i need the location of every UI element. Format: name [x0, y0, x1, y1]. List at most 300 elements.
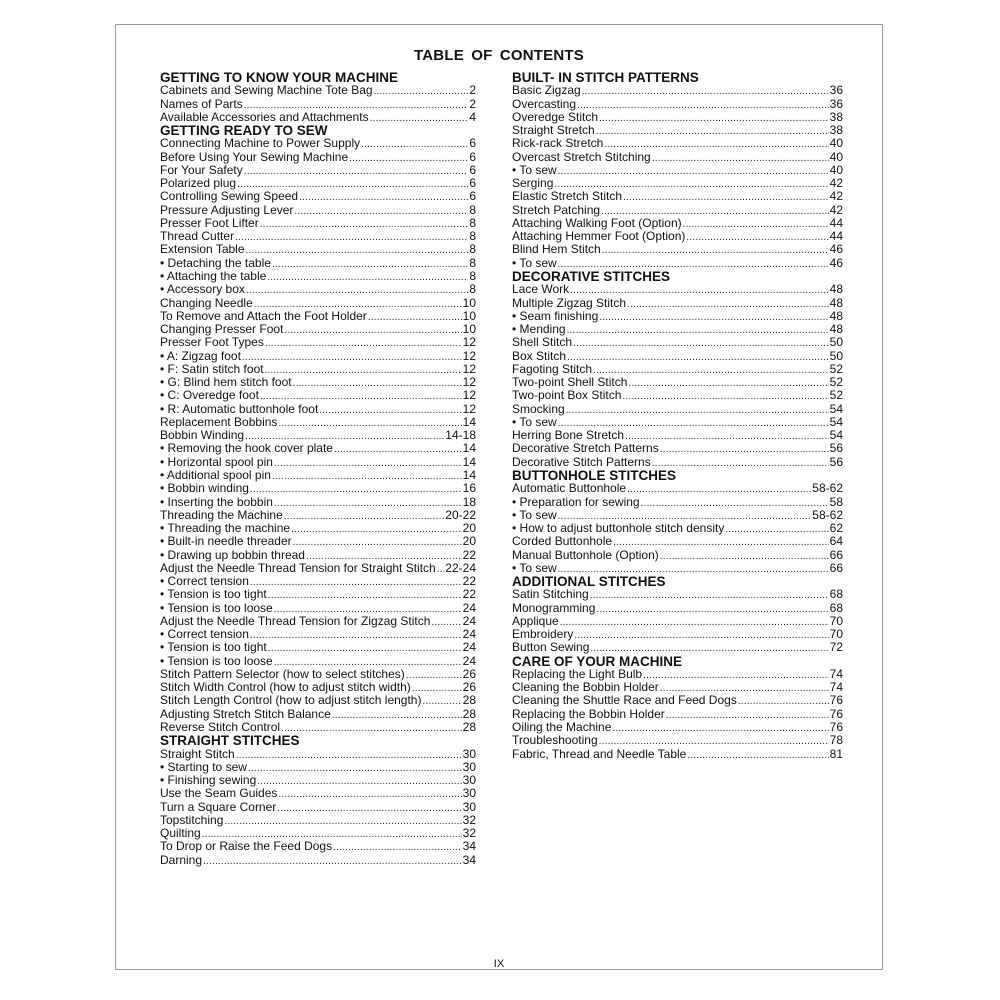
toc-entry-label: • Bobbin winding: [160, 482, 249, 496]
dot-leader: [374, 85, 469, 97]
toc-entry[interactable]: [512, 681, 843, 694]
toc-entry-page: 6: [469, 163, 476, 177]
dot-leader: [284, 324, 461, 336]
toc-entry-label: Replacing the Bobbin Holder: [512, 707, 665, 721]
toc-entry-page: 14: [462, 415, 476, 429]
toc-entry-page: 30: [462, 760, 476, 774]
toc-entry[interactable]: [512, 708, 843, 721]
dot-leader: [235, 231, 468, 243]
dot-leader: [641, 497, 829, 509]
toc-entry[interactable]: [160, 854, 476, 867]
toc-entry-label: Blind Hem Stitch: [512, 243, 601, 257]
toc-entry[interactable]: [160, 177, 476, 190]
toc-entry-label: Overcasting: [512, 97, 577, 111]
dot-leader: [274, 497, 462, 509]
toc-entry-page: 6: [469, 150, 476, 164]
toc-entry-label: • Accessory box: [160, 283, 245, 297]
toc-entry-page: 32: [462, 813, 476, 827]
toc-entry-page: 2: [469, 97, 476, 111]
dot-leader: [622, 390, 828, 402]
toc-entry-label: Manual Buttonhole (Option): [512, 548, 659, 562]
toc-entry-label: • Threading the machine: [160, 522, 291, 536]
toc-entry[interactable]: [160, 535, 476, 548]
toc-entry[interactable]: [160, 628, 476, 641]
toc-entry-label: Changing Needle: [160, 296, 253, 310]
toc-entry-page: 68: [829, 588, 843, 602]
toc-entry-page: 58-62: [812, 482, 843, 496]
dot-leader: [570, 284, 829, 296]
toc-entry[interactable]: [512, 403, 843, 416]
toc-entry[interactable]: [160, 748, 476, 761]
toc-entry-page: 6: [469, 177, 476, 191]
toc-entry-label: Smocking: [512, 402, 565, 416]
toc-entry[interactable]: [160, 496, 476, 509]
toc-entry-label: Elastic Stretch Stitch: [512, 190, 623, 204]
toc-entry[interactable]: [160, 270, 476, 283]
toc-entry-label: Troubleshooting: [512, 734, 598, 748]
toc-entry-page: 42: [829, 177, 843, 191]
toc-entry-page: 24: [462, 654, 476, 668]
toc-entry-page: 8: [469, 203, 476, 217]
dot-leader: [602, 244, 829, 256]
toc-entry[interactable]: [160, 243, 476, 256]
toc-entry-page: 14: [462, 468, 476, 482]
toc-entry[interactable]: [512, 98, 843, 111]
toc-entry[interactable]: [160, 840, 476, 853]
dot-leader: [738, 695, 829, 707]
toc-entry[interactable]: [512, 376, 843, 389]
toc-entry[interactable]: [512, 535, 843, 548]
toc-entry-label: Extension Table: [160, 243, 245, 257]
toc-entry-label: Turn a Square Corner: [160, 800, 277, 814]
toc-entry-page: 22: [462, 588, 476, 602]
toc-entry[interactable]: [512, 204, 843, 217]
toc-entry[interactable]: [160, 389, 476, 402]
dot-leader: [687, 749, 828, 761]
toc-entry-page: 12: [462, 402, 476, 416]
dot-leader: [265, 364, 462, 376]
dot-leader: [612, 722, 828, 734]
dot-leader: [686, 231, 828, 243]
toc-entry-label: Replacement Bobbins: [160, 415, 278, 429]
toc-entry[interactable]: [160, 376, 476, 389]
toc-entry-page: 52: [829, 362, 843, 376]
toc-entry[interactable]: [160, 363, 476, 376]
toc-entry[interactable]: [512, 336, 843, 349]
toc-entry[interactable]: [160, 310, 476, 323]
dot-leader: [599, 112, 829, 124]
toc-entry-page: 58-62: [812, 508, 843, 522]
dot-leader: [361, 138, 468, 150]
toc-entry-label: • Tension is too tight: [160, 641, 267, 655]
toc-entry[interactable]: [160, 442, 476, 455]
toc-entry[interactable]: [160, 482, 476, 495]
toc-entry[interactable]: [160, 323, 476, 336]
dot-leader: [274, 603, 462, 615]
section-heading: DECORATIVE STITCHES: [512, 268, 671, 284]
toc-entry[interactable]: [160, 562, 476, 575]
toc-entry-label: • Removing the hook cover plate: [160, 442, 333, 456]
toc-entry-label: Button Sewing: [512, 641, 590, 655]
dot-leader: [660, 443, 829, 455]
toc-entry-page: 32: [462, 827, 476, 841]
dot-leader: [202, 828, 462, 840]
toc-entry-label: Presser Foot Lifter: [160, 216, 259, 230]
dot-leader: [284, 510, 445, 522]
toc-entry-page: 54: [829, 429, 843, 443]
toc-entry[interactable]: [160, 217, 476, 230]
toc-entry[interactable]: [160, 350, 476, 363]
toc-entry[interactable]: [160, 230, 476, 243]
toc-entry[interactable]: [160, 403, 476, 416]
toc-entry[interactable]: [512, 190, 843, 203]
toc-entry[interactable]: [160, 509, 476, 522]
toc-entry-label: • Inserting the bobbin: [160, 495, 273, 509]
toc-entry[interactable]: [512, 509, 843, 522]
toc-entry-page: 36: [829, 97, 843, 111]
toc-entry[interactable]: [512, 615, 843, 628]
toc-entry[interactable]: [160, 257, 476, 270]
toc-entry-page: 40: [829, 150, 843, 164]
toc-entry-label: Cleaning the Bobbin Holder: [512, 681, 659, 695]
toc-entry-label: Straight Stitch: [160, 747, 235, 761]
toc-entry[interactable]: [160, 456, 476, 469]
toc-entry[interactable]: [512, 243, 843, 256]
dot-leader: [254, 298, 462, 310]
toc-entry-page: 8: [469, 230, 476, 244]
toc-entry[interactable]: [160, 336, 476, 349]
dot-leader: [236, 749, 462, 761]
toc-entry[interactable]: [512, 350, 843, 363]
toc-entry[interactable]: [512, 668, 843, 681]
toc-entry-label: • To sew: [512, 163, 557, 177]
toc-entry-label: Reverse Stitch Control: [160, 721, 281, 735]
toc-entry-label: Threading the Machine: [160, 508, 283, 522]
toc-entry[interactable]: [160, 761, 476, 774]
toc-entry-page: 30: [462, 800, 476, 814]
toc-entry-label: Changing Presser Foot: [160, 323, 284, 337]
toc-entry[interactable]: [160, 137, 476, 150]
toc-entry[interactable]: [160, 615, 476, 628]
dot-leader: [245, 430, 444, 442]
toc-entry-label: • To sew: [512, 256, 557, 270]
toc-entry[interactable]: [512, 456, 843, 469]
toc-entry-label: • Additional spool pin: [160, 468, 271, 482]
dot-leader: [406, 669, 462, 681]
dot-leader: [431, 616, 461, 628]
toc-entry-page: 14: [462, 442, 476, 456]
toc-entry[interactable]: [512, 151, 843, 164]
toc-entry-label: Presser Foot Types: [160, 336, 264, 350]
toc-entry-page: 22: [462, 575, 476, 589]
toc-entry[interactable]: [160, 787, 476, 800]
dot-leader: [567, 324, 829, 336]
toc-entry[interactable]: [512, 549, 843, 562]
dot-leader: [574, 629, 828, 641]
dot-leader: [596, 125, 829, 137]
toc-entry-page: 2: [469, 84, 476, 98]
toc-entry-label: Darning: [160, 853, 203, 867]
toc-entry-label: Stitch Length Control (how to adjust stitch length): [160, 694, 422, 708]
toc-entry-page: 66: [829, 561, 843, 575]
toc-entry-label: For Your Safety: [160, 163, 243, 177]
toc-entry-label: • Starting to sew: [160, 760, 247, 774]
dot-leader: [599, 735, 829, 747]
dot-leader: [294, 205, 468, 217]
toc-entry-label: Polarized plug: [160, 177, 237, 191]
toc-entry[interactable]: [160, 549, 476, 562]
dot-leader: [604, 138, 828, 150]
toc-entry[interactable]: [512, 562, 843, 575]
toc-entry[interactable]: [160, 84, 476, 97]
toc-entry-page: 14-18: [445, 429, 476, 443]
toc-entry-page: 44: [829, 216, 843, 230]
toc-entry[interactable]: [512, 257, 843, 270]
dot-leader: [246, 244, 469, 256]
toc-entry-label: • To sew: [512, 415, 557, 429]
toc-entry[interactable]: [160, 827, 476, 840]
dot-leader: [250, 483, 462, 495]
toc-entry[interactable]: [160, 602, 476, 615]
toc-entry-page: 20: [462, 522, 476, 536]
toc-entry-label: • R: Automatic buttonhole foot: [160, 402, 319, 416]
toc-entry[interactable]: [160, 708, 476, 721]
toc-entry-page: 48: [829, 323, 843, 337]
toc-entry-page: 12: [462, 362, 476, 376]
toc-entry-page: 4: [469, 110, 476, 124]
dot-leader: [257, 775, 461, 787]
toc-entry-label: Serging: [512, 177, 554, 191]
dot-leader: [590, 642, 828, 654]
section-heading: CARE OF YOUR MACHINE: [512, 653, 683, 669]
toc-entry-page: 8: [469, 256, 476, 270]
dot-leader: [599, 311, 828, 323]
dot-leader: [278, 788, 461, 800]
toc-entry-label: Use the Seam Guides: [160, 787, 278, 801]
toc-entry[interactable]: [160, 164, 476, 177]
toc-entry-label: Satin Stitching: [512, 588, 589, 602]
toc-entry-label: Thread Cutter: [160, 230, 235, 244]
toc-entry[interactable]: [160, 190, 476, 203]
dot-leader: [368, 311, 462, 323]
toc-entry-page: 50: [829, 336, 843, 350]
dot-leader: [660, 682, 829, 694]
toc-entry-page: 30: [462, 787, 476, 801]
toc-entry-page: 34: [462, 840, 476, 854]
toc-entry-page: 14: [462, 455, 476, 469]
toc-entry[interactable]: [512, 363, 843, 376]
toc-entry[interactable]: [160, 774, 476, 787]
toc-entry[interactable]: [160, 588, 476, 601]
toc-entry-label: Adjust the Needle Thread Tension for Straight Stitch: [160, 561, 436, 575]
toc-entry[interactable]: [160, 111, 476, 124]
toc-entry-label: • Tension is too loose: [160, 601, 273, 615]
toc-entry[interactable]: [512, 177, 843, 190]
toc-entry-page: 10: [462, 309, 476, 323]
toc-entry-label: • Horizontal spool pin: [160, 455, 273, 469]
dot-leader: [660, 550, 829, 562]
toc-entry-page: 8: [469, 243, 476, 257]
toc-entry[interactable]: [512, 522, 843, 535]
toc-entry-label: Herring Bone Stretch: [512, 429, 625, 443]
toc-entry-label: Cabinets and Sewing Machine Tote Bag: [160, 84, 373, 98]
toc-entry[interactable]: [512, 748, 843, 761]
toc-entry-label: • Seam finishing: [512, 309, 599, 323]
toc-entry[interactable]: [160, 469, 476, 482]
toc-entry-page: 12: [462, 376, 476, 390]
dot-leader: [281, 722, 462, 734]
toc-entry[interactable]: [160, 681, 476, 694]
dot-leader: [260, 218, 469, 230]
toc-entry-label: Box Stitch: [512, 349, 567, 363]
toc-entry-page: 24: [462, 641, 476, 655]
dot-leader: [272, 470, 462, 482]
toc-entry[interactable]: [512, 230, 843, 243]
toc-entry-page: 26: [462, 681, 476, 695]
toc-entry[interactable]: [160, 721, 476, 734]
toc-entry[interactable]: [160, 151, 476, 164]
toc-entry[interactable]: [160, 801, 476, 814]
toc-entry-label: Oiling the Machine: [512, 721, 612, 735]
toc-entry[interactable]: [160, 98, 476, 111]
toc-entry[interactable]: [512, 734, 843, 747]
toc-entry-page: 10: [462, 296, 476, 310]
dot-leader: [244, 165, 469, 177]
dot-leader: [566, 404, 829, 416]
toc-entry[interactable]: [160, 204, 476, 217]
toc-entry-page: 56: [829, 455, 843, 469]
dot-leader: [274, 656, 462, 668]
toc-entry[interactable]: [512, 602, 843, 615]
toc-entry-label: • C: Overedge foot: [160, 389, 259, 403]
toc-entry[interactable]: [512, 641, 843, 654]
toc-left-column: [160, 71, 476, 867]
dot-leader: [268, 642, 462, 654]
toc-entry[interactable]: [512, 482, 843, 495]
dot-leader: [582, 85, 829, 97]
toc-entry[interactable]: [160, 283, 476, 296]
toc-entry[interactable]: [512, 588, 843, 601]
toc-entry-label: Monogramming: [512, 601, 596, 615]
toc-entry[interactable]: [512, 628, 843, 641]
toc-entry[interactable]: [512, 137, 843, 150]
toc-entry[interactable]: [512, 416, 843, 429]
dot-leader: [628, 377, 828, 389]
toc-entry[interactable]: [512, 84, 843, 97]
dot-leader: [725, 523, 828, 535]
dot-leader: [412, 682, 462, 694]
toc-entry-label: To Remove and Attach the Foot Holder: [160, 309, 367, 323]
toc-entry[interactable]: [160, 694, 476, 707]
toc-entry-page: 12: [462, 349, 476, 363]
toc-entry[interactable]: [512, 111, 843, 124]
toc-entry-page: 48: [829, 296, 843, 310]
toc-entry[interactable]: [160, 641, 476, 654]
dot-leader: [370, 112, 469, 124]
toc-entry[interactable]: [160, 522, 476, 535]
toc-entry[interactable]: [160, 655, 476, 668]
toc-entry-page: 24: [462, 628, 476, 642]
toc-entry-label: • Preparation for sewing: [512, 495, 640, 509]
toc-entry-label: Overedge Stitch: [512, 110, 599, 124]
section-heading: ADDITIONAL STITCHES: [512, 574, 666, 590]
toc-entry-label: • Tension is too tight: [160, 588, 267, 602]
toc-entry[interactable]: [512, 283, 843, 296]
toc-entry-page: 24: [462, 614, 476, 628]
toc-entry[interactable]: [512, 429, 843, 442]
toc-entry[interactable]: [512, 323, 843, 336]
dot-leader: [332, 709, 462, 721]
toc-entry[interactable]: [160, 814, 476, 827]
toc-entry[interactable]: [160, 297, 476, 310]
page-title: TABLE OF CONTENTS: [414, 47, 584, 64]
toc-entry[interactable]: [512, 389, 843, 402]
toc-entry-label: Fabric, Thread and Needle Table: [512, 747, 687, 761]
toc-entry-label: Bobbin Winding: [160, 429, 245, 443]
toc-entry-label: To Drop or Raise the Feed Dogs: [160, 840, 333, 854]
toc-entry-label: Attaching Walking Foot (Option): [512, 216, 682, 230]
document-page: [115, 24, 883, 970]
toc-entry[interactable]: [160, 575, 476, 588]
toc-entry-page: 76: [829, 721, 843, 735]
toc-entry[interactable]: [512, 310, 843, 323]
dot-leader: [319, 404, 461, 416]
dot-leader: [554, 178, 828, 190]
toc-entry-label: Adjust the Needle Thread Tension for Zigzag Stitch: [160, 614, 431, 628]
toc-entry-label: Topstitching: [160, 813, 224, 827]
toc-entry-page: 52: [829, 389, 843, 403]
dot-leader: [558, 417, 829, 429]
toc-entry-page: 46: [829, 243, 843, 257]
toc-entry[interactable]: [160, 668, 476, 681]
toc-entry-label: Basic Zigzag: [512, 84, 581, 98]
toc-entry[interactable]: [512, 496, 843, 509]
toc-entry[interactable]: [512, 297, 843, 310]
toc-entry[interactable]: [160, 416, 476, 429]
dot-leader: [558, 165, 829, 177]
section-heading: BUILT- IN STITCH PATTERNS: [512, 70, 699, 85]
toc-entry-page: 12: [462, 389, 476, 403]
toc-entry-label: Applique: [512, 614, 559, 628]
toc-entry-label: Two-point Box Stitch: [512, 389, 622, 403]
section-heading: STRAIGHT STITCHES: [160, 733, 300, 749]
dot-leader: [349, 152, 468, 164]
dot-leader: [278, 417, 461, 429]
section-heading: BUTTONHOLE STITCHES: [512, 467, 677, 483]
toc-entry[interactable]: [512, 164, 843, 177]
toc-entry-label: • Built-in needle threader: [160, 535, 292, 549]
dot-leader: [267, 271, 468, 283]
toc-entry[interactable]: [512, 124, 843, 137]
toc-entry-page: 74: [829, 681, 843, 695]
toc-entry-label: Connecting Machine to Power Supply: [160, 137, 361, 151]
toc-entry[interactable]: [160, 429, 476, 442]
toc-entry[interactable]: [512, 217, 843, 230]
toc-entry-page: 50: [829, 349, 843, 363]
toc-entry-label: • Attaching the table: [160, 269, 267, 283]
toc-entry-label: • Detaching the table: [160, 256, 271, 270]
toc-entry-page: 74: [829, 667, 843, 681]
dot-leader: [237, 178, 468, 190]
toc-entry[interactable]: [512, 721, 843, 734]
toc-entry-page: 22-24: [445, 561, 476, 575]
dot-leader: [248, 762, 462, 774]
toc-entry[interactable]: [512, 694, 843, 707]
toc-entry-page: 44: [829, 230, 843, 244]
dot-leader: [613, 536, 829, 548]
dot-leader: [203, 855, 462, 867]
toc-entry[interactable]: [512, 442, 843, 455]
